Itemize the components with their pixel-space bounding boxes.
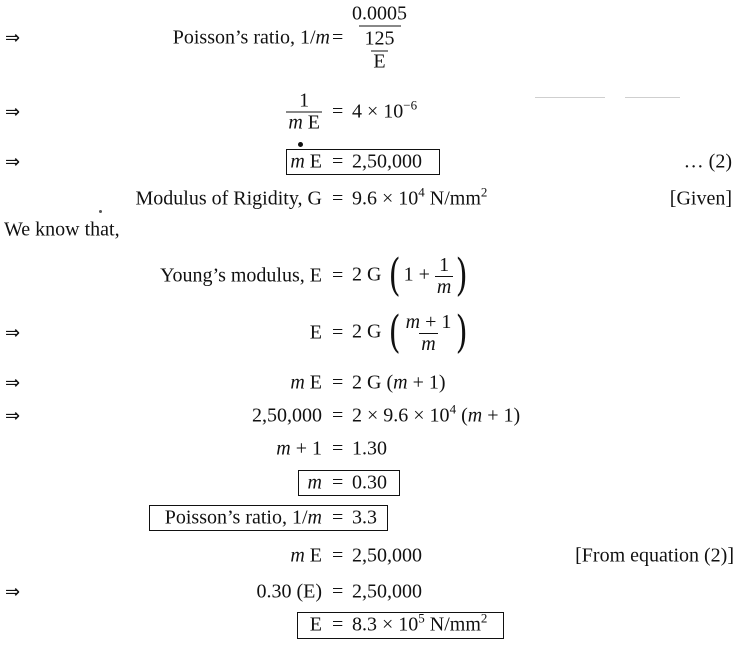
equals-sign: =: [332, 471, 344, 494]
lhs-poisson-ratio: Poisson’s ratio, 1/m: [172, 26, 330, 49]
rhs-expression: $2 \times 9.6 \times 10^4$ (m + 1): [352, 401, 521, 427]
equals-sign: =: [332, 150, 344, 173]
rhs-expression: 2 G ( 1 + $\frac{1}{m}$ ): [352, 250, 468, 301]
rhs-expression: 2 G (m + 1): [352, 371, 446, 394]
intro-text: We know that,: [4, 218, 120, 241]
given-tag: [Given]: [669, 187, 732, 210]
lhs-youngs-modulus: Young’s modulus, E: [160, 264, 322, 287]
rhs-value: 0.30: [352, 471, 387, 494]
implies-arrow: ⇒: [5, 151, 21, 173]
rhs-value: $8.3 \times 10^5$ $N/mm^2$: [352, 610, 488, 636]
rhs-expression: 2 G ( $\frac{m + 1}{m}$ ): [352, 307, 468, 358]
equals-sign: =: [332, 437, 344, 460]
equals-sign: =: [332, 187, 344, 210]
implies-arrow: ⇒: [5, 405, 21, 427]
scan-smudge: [535, 97, 605, 98]
equals-sign: =: [332, 404, 344, 427]
lhs-fraction: $\frac{1}{\text{m E}}$: [288, 89, 320, 134]
implies-arrow: ⇒: [5, 372, 21, 394]
rhs-value: 2,50,000: [352, 544, 422, 567]
implies-arrow: ⇒: [5, 101, 21, 123]
equals-sign: =: [332, 26, 344, 49]
equals-sign: =: [332, 613, 344, 636]
scan-smudge: [625, 97, 680, 98]
rhs-compound-fraction: $\frac{0.0005}{\frac{125}{E}}$: [352, 2, 407, 73]
lhs-modulus-rigidity: Modulus of Rigidity, G: [135, 187, 322, 210]
ink-dot: [298, 142, 303, 147]
rhs-value: 2,50,000: [352, 580, 422, 603]
lhs-E: E: [309, 321, 322, 344]
implies-arrow: ⇒: [5, 27, 21, 49]
rhs-value: $9.6 \times 10^4$ $N/mm^2$: [352, 184, 488, 210]
equals-sign: =: [332, 264, 344, 287]
equals-sign: =: [332, 580, 344, 603]
rhs-value: 3.3: [352, 506, 377, 529]
lhs-mE: m E: [290, 150, 322, 173]
lhs-m-plus-one: m + 1: [276, 437, 322, 460]
equals-sign: =: [332, 321, 344, 344]
equals-sign: =: [332, 506, 344, 529]
rhs-value: $4 \times 10^{-6}$: [352, 97, 418, 123]
ink-speck: [99, 210, 102, 213]
equals-sign: =: [332, 544, 344, 567]
lhs-E: E: [309, 613, 322, 636]
lhs-poisson-ratio: Poisson’s ratio, 1/m: [164, 506, 322, 529]
implies-arrow: ⇒: [5, 581, 21, 603]
equation-number: … (2): [683, 150, 732, 173]
equals-sign: =: [332, 371, 344, 394]
reference-note: [From equation (2)]: [575, 544, 734, 567]
lhs-m: m: [307, 471, 322, 494]
lhs-value: 2,50,000: [252, 404, 322, 427]
equals-sign: =: [332, 100, 344, 123]
rhs-value: 1.30: [352, 437, 387, 460]
lhs-value: 0.30 (E): [256, 580, 322, 603]
lhs-mE: m E: [290, 371, 322, 394]
lhs-mE: m E: [290, 544, 322, 567]
rhs-value: 2,50,000: [352, 150, 422, 173]
implies-arrow: ⇒: [5, 322, 21, 344]
